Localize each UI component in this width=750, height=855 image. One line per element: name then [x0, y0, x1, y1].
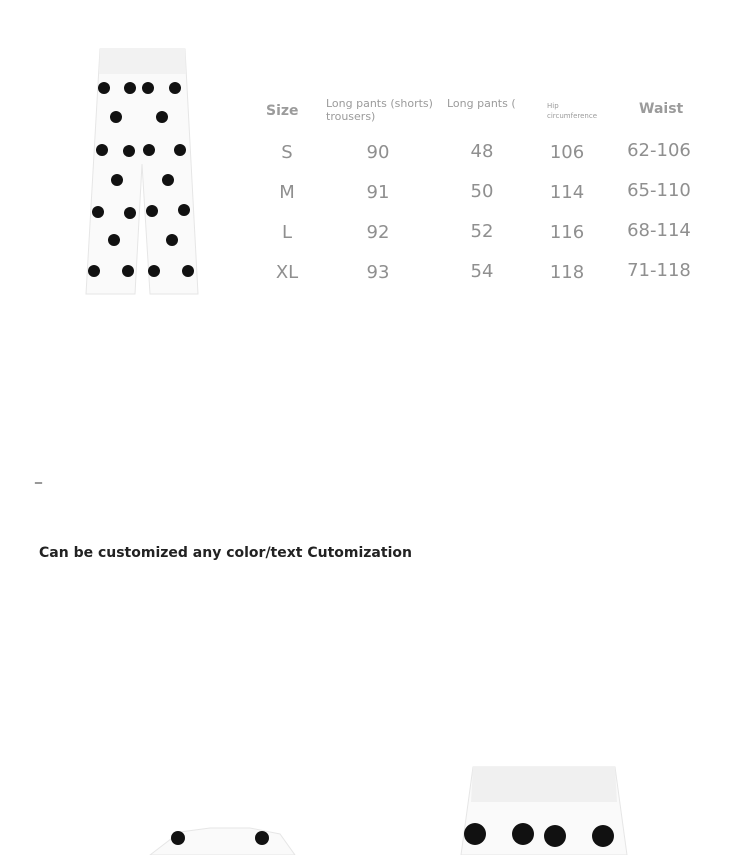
- cat-face-icon: [88, 265, 100, 277]
- cell-long: 91: [366, 182, 390, 203]
- cell-size: M: [279, 182, 295, 203]
- header-size: Size: [266, 103, 299, 119]
- cell-size: S: [281, 142, 293, 163]
- cell-short: 50: [470, 181, 494, 202]
- cat-face-icon: [171, 831, 185, 845]
- customization-text: Can be customized any color/text Cutomization: [39, 545, 412, 561]
- pants-product-image: [80, 44, 205, 296]
- cell-short: 52: [470, 221, 494, 242]
- cat-face-icon: [124, 207, 136, 219]
- cat-face-icon: [178, 204, 190, 216]
- header-waist: Waist: [639, 101, 684, 117]
- cell-long: 93: [366, 262, 390, 283]
- cat-face-icon: [162, 174, 174, 186]
- dash-mark: _: [35, 468, 42, 484]
- cell-hip: 116: [549, 222, 585, 243]
- cat-face-icon: [156, 111, 168, 123]
- cat-face-icon: [146, 205, 158, 217]
- cat-face-icon: [110, 111, 122, 123]
- header-long-pants: Long pants (shorts) trousers): [326, 97, 433, 123]
- cat-face-icon: [92, 206, 104, 218]
- cell-hip: 106: [549, 142, 585, 163]
- cat-face-icon: [464, 823, 486, 845]
- cat-face-icon: [123, 145, 135, 157]
- cell-hip: 114: [549, 182, 585, 203]
- cell-long: 90: [366, 142, 390, 163]
- shirt-product-image: [140, 820, 300, 855]
- cell-short: 48: [470, 141, 494, 162]
- cat-face-icon: [122, 265, 134, 277]
- cat-face-icon: [255, 831, 269, 845]
- cell-waist: 62-106: [627, 140, 691, 161]
- cat-face-icon: [148, 265, 160, 277]
- cat-face-icon: [96, 144, 108, 156]
- cat-face-icon: [142, 82, 154, 94]
- cat-face-icon: [143, 144, 155, 156]
- cat-face-icon: [108, 234, 120, 246]
- cell-waist: 65-110: [627, 180, 691, 201]
- cat-face-icon: [98, 82, 110, 94]
- cat-face-icon: [512, 823, 534, 845]
- cell-short: 54: [470, 261, 494, 282]
- cell-hip: 118: [549, 262, 585, 283]
- cat-face-icon: [111, 174, 123, 186]
- cat-face-icon: [182, 265, 194, 277]
- pants-closeup-image: [455, 762, 635, 855]
- cat-face-icon: [166, 234, 178, 246]
- cell-long: 92: [366, 222, 390, 243]
- size-chart-table: [250, 92, 700, 292]
- cat-face-icon: [592, 825, 614, 847]
- cat-face-icon: [544, 825, 566, 847]
- header-long-pants-2: Long pants (: [447, 97, 516, 110]
- cat-face-icon: [174, 144, 186, 156]
- cell-size: L: [281, 222, 293, 243]
- cell-waist: 71-118: [627, 260, 691, 281]
- cell-waist: 68-114: [627, 220, 691, 241]
- cat-face-icon: [169, 82, 181, 94]
- header-hip: Hip circumference: [547, 102, 598, 120]
- cat-face-icon: [124, 82, 136, 94]
- cell-size: XL: [275, 262, 299, 283]
